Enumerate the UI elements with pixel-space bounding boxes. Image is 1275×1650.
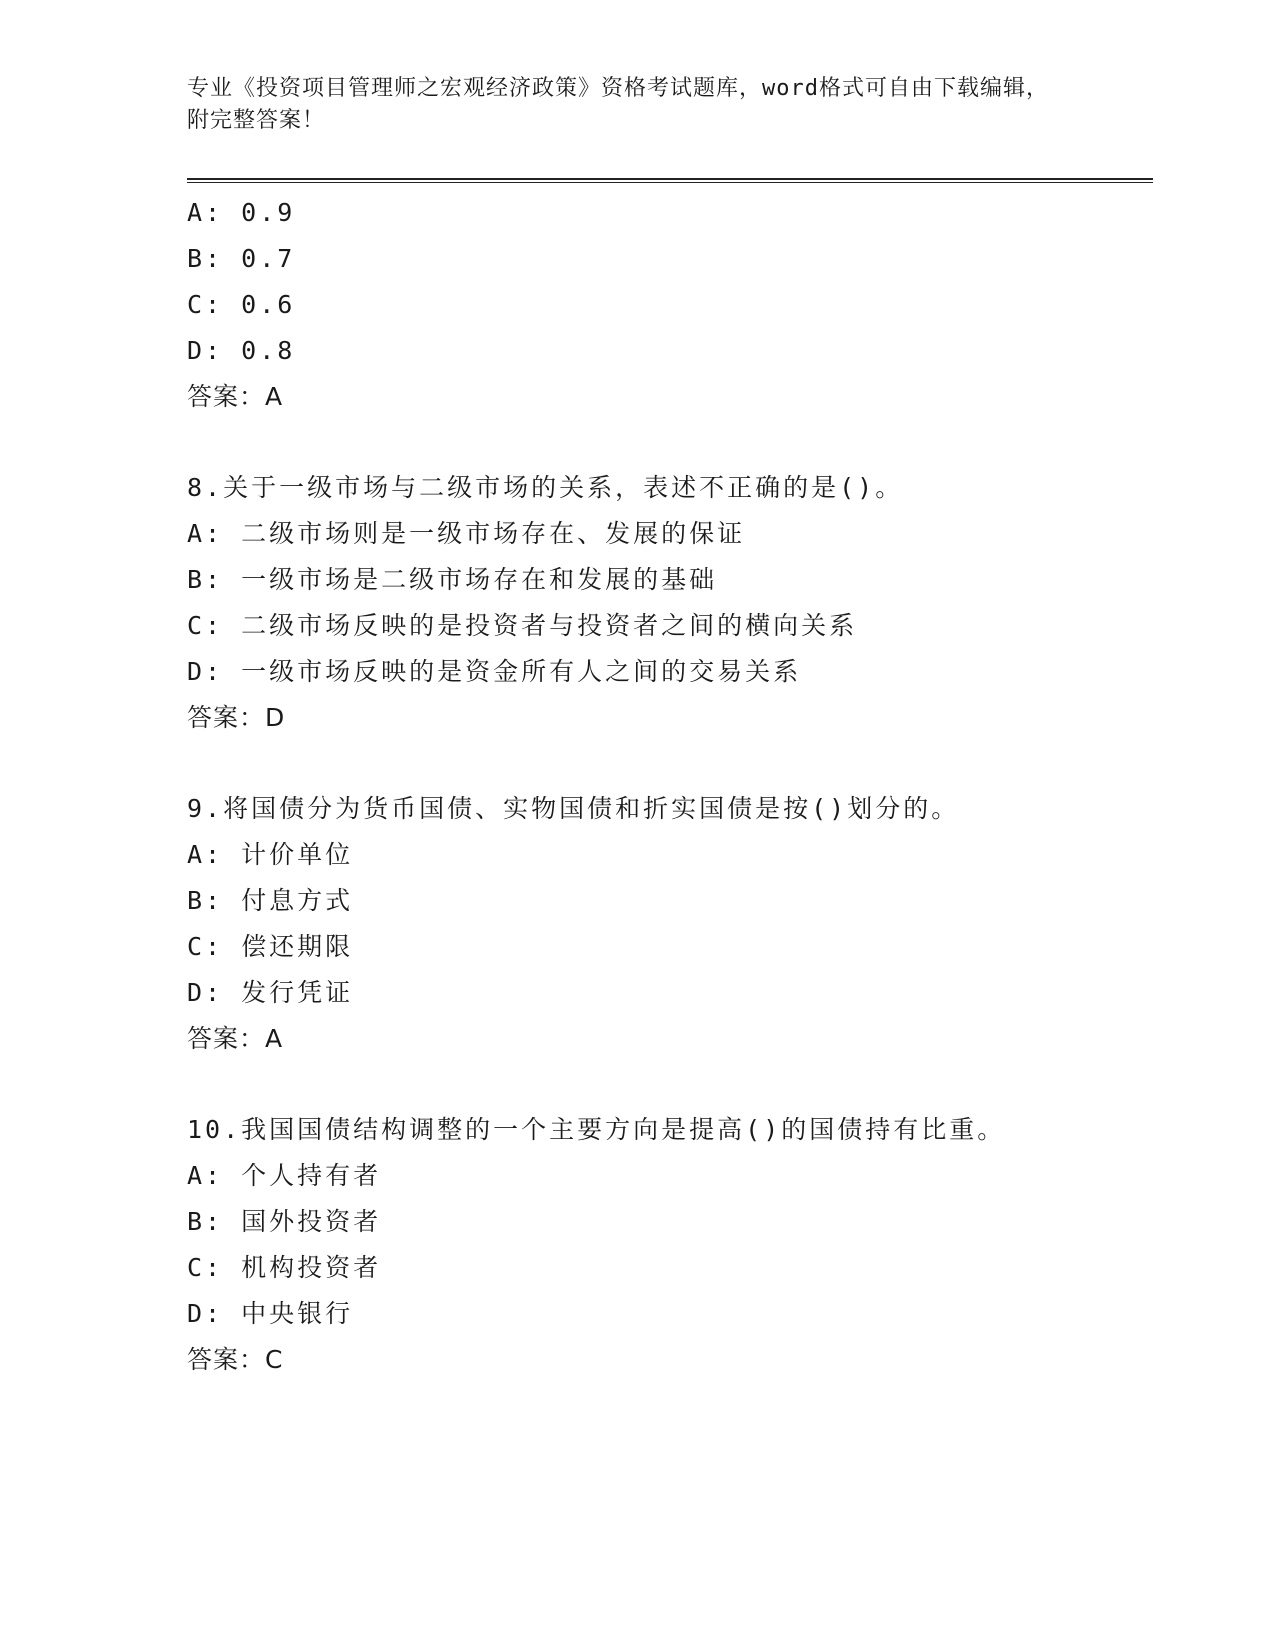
- spacer: [187, 1062, 1153, 1107]
- question-10: [187, 1107, 1153, 1383]
- option-b: B: 国外投资者: [187, 1207, 382, 1236]
- document-header: 专业《投资项目管理师之宏观经济政策》资格考试题库，word格式可自由下载编辑，附完整答案！: [187, 76, 1049, 133]
- question-list: [187, 190, 1153, 1383]
- option-a: A: 个人持有者: [187, 1161, 382, 1190]
- answer: 答案：D: [187, 703, 286, 732]
- option-d: D: 发行凭证: [187, 978, 354, 1007]
- option-b: B: 一级市场是二级市场存在和发展的基础: [187, 565, 718, 594]
- spacer: [187, 741, 1153, 786]
- option-b: B: 0.7: [187, 244, 296, 273]
- option-c: C: 二级市场反映的是投资者与投资者之间的横向关系: [187, 611, 858, 640]
- option-c: C: 0.6: [187, 290, 296, 319]
- question-stem: 10.我国国债结构调整的一个主要方向是提高()的国债持有比重。: [187, 1115, 1006, 1144]
- question-partial: [187, 190, 1153, 420]
- question-8: [187, 465, 1153, 741]
- option-b: B: 付息方式: [187, 886, 354, 915]
- option-c: C: 偿还期限: [187, 932, 354, 961]
- option-d: D: 0.8: [187, 336, 296, 365]
- option-d: D: 中央银行: [187, 1299, 354, 1328]
- option-a: A: 二级市场则是一级市场存在、发展的保证: [187, 519, 746, 548]
- answer: 答案：A: [187, 382, 284, 411]
- question-stem: 8.关于一级市场与二级市场的关系，表述不正确的是()。: [187, 473, 904, 502]
- option-a: A: 计价单位: [187, 840, 354, 869]
- question-9: [187, 786, 1153, 1062]
- option-a: A: 0.9: [187, 198, 296, 227]
- answer: 答案：A: [187, 1024, 284, 1053]
- answer: 答案：C: [187, 1345, 284, 1374]
- header-divider: [187, 178, 1153, 183]
- spacer: [187, 420, 1153, 465]
- question-stem: 9.将国债分为货币国债、实物国债和折实国债是按()划分的。: [187, 794, 960, 823]
- option-c: C: 机构投资者: [187, 1253, 382, 1282]
- option-d: D: 一级市场反映的是资金所有人之间的交易关系: [187, 657, 802, 686]
